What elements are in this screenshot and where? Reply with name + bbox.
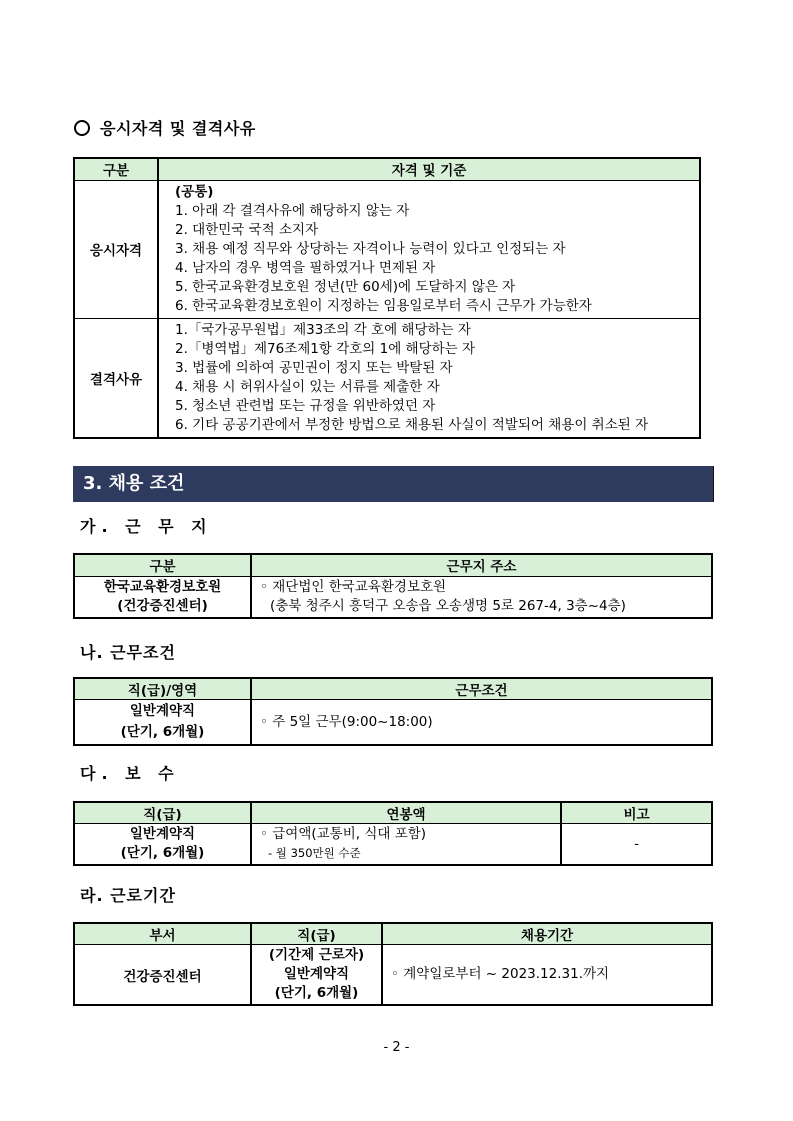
period-detail (382, 945, 712, 1006)
header-salary: 연봉액 (251, 802, 561, 824)
header-note: 비고 (561, 802, 712, 824)
list-item: 4. 남자의 경우 병역을 필하였거나 면제된 자 (175, 259, 436, 276)
pay-table (73, 801, 713, 866)
workplace-address (251, 576, 712, 618)
list-item: 6. 기타 공공기관에서 부정한 방법으로 채용된 사실이 적발되어 채용이 취소된 자 (175, 416, 649, 433)
eligibility-label: 응시자격 (74, 180, 158, 318)
pay-detail (251, 824, 561, 866)
list-item: 1. 아래 각 결격사유에 해당하지 않는 자 (175, 202, 410, 219)
list-item: 3. 채용 예정 직무와 상당하는 자격이나 능력이 있다고 인정되는 자 (175, 240, 566, 257)
position-line-3: (단기, 6개월) (274, 985, 359, 1001)
table-row (74, 700, 712, 746)
pay-note: - (561, 824, 712, 866)
header-period: 채용기간 (382, 923, 712, 945)
header-position: 직(급) (74, 802, 251, 824)
conditions-detail-text: ◦ 주 5일 근무(9:00~18:00) (260, 713, 433, 730)
period-department: 건강증진센터 (74, 945, 251, 1006)
circle-bullet-icon (74, 120, 90, 136)
list-item: 1.「국가공무원법」제33조의 각 호에 해당하는 자 (175, 321, 471, 338)
table-row (74, 945, 712, 1006)
address-line-1: ◦ 재단법인 한국교육환경보호원 (260, 578, 447, 595)
conditions-position (74, 700, 251, 746)
header-position: 직(급)/영역 (74, 678, 251, 700)
list-item: 2. 대한민국 국적 소지자 (175, 221, 319, 238)
disqualification-row (74, 318, 700, 438)
table-row (74, 824, 712, 866)
conditions-heading: 나. 근무조건 (80, 643, 176, 662)
disqualification-label: 결격사유 (74, 318, 158, 438)
list-item: 3. 법률에 의하여 공민권이 정지 또는 박탈된 자 (175, 359, 453, 376)
header-address: 근무지 주소 (251, 554, 712, 576)
section-3-title: 3. 채용 조건 (73, 466, 714, 502)
period-heading: 라. 근로기간 (80, 886, 176, 905)
eligibility-row (74, 180, 700, 318)
salary-line-2: - 월 350만원 수준 (268, 846, 361, 860)
table-row (74, 576, 712, 618)
conditions-table (73, 677, 713, 746)
disqualification-list (158, 318, 700, 438)
pay-heading: 다. 보 수 (80, 764, 180, 783)
qualification-table (73, 157, 701, 439)
list-item: 5. 청소년 관련법 또는 규정을 위반하였던 자 (175, 397, 436, 414)
list-item: 6. 한국교육환경보호원이 지정하는 임용일로부터 즉시 근무가 가능한자 (175, 297, 592, 314)
header-position: 직(급) (251, 923, 382, 945)
position-line-2: 일반계약직 (283, 966, 350, 982)
workplace-org (74, 576, 251, 618)
period-position (251, 945, 382, 1006)
position-line-2: (단기, 6개월) (120, 845, 205, 861)
header-conditions: 근무조건 (251, 678, 712, 700)
address-line-2: (충북 청주시 흥덕구 오송읍 오송생명 5로 267-4, 3층~4층) (270, 597, 626, 614)
header-category: 구분 (74, 554, 251, 576)
list-item: 2.「병역법」제76조제1항 각호의 1에 해당하는 자 (175, 340, 476, 357)
period-table (73, 922, 713, 1006)
list-item: 4. 채용 시 허위사실이 있는 서류를 제출한 자 (175, 378, 440, 395)
header-department: 부서 (74, 923, 251, 945)
position-line-1: (기간제 근로자) (268, 947, 365, 963)
position-line-1: 일반계약직 (129, 703, 196, 719)
position-line-1: 일반계약직 (129, 826, 196, 842)
salary-line-1: ◦ 급여액(교통비, 식대 포함) (260, 826, 427, 842)
list-item: (공통) (175, 183, 214, 200)
workplace-table (73, 553, 713, 619)
position-line-2: (단기, 6개월) (120, 724, 205, 740)
conditions-detail (251, 700, 712, 746)
workplace-heading: 가. 근 무 지 (80, 517, 213, 536)
eligibility-list (158, 180, 700, 318)
qualification-heading-text: 응시자격 및 결격사유 (100, 119, 256, 138)
org-line-2: (건강증진센터) (117, 597, 208, 614)
page-number: - 2 - (383, 1040, 410, 1055)
list-item: 5. 한국교육환경보호원 정년(만 60세)에 도달하지 않은 자 (175, 278, 516, 295)
pay-position (74, 824, 251, 866)
period-detail-text: ◦ 계약일로부터 ~ 2023.12.31.까지 (391, 966, 610, 982)
header-criteria: 자격 및 기준 (158, 158, 700, 180)
qualification-heading (74, 116, 256, 139)
header-category: 구분 (74, 158, 158, 180)
org-line-1: 한국교육환경보호원 (103, 578, 222, 595)
